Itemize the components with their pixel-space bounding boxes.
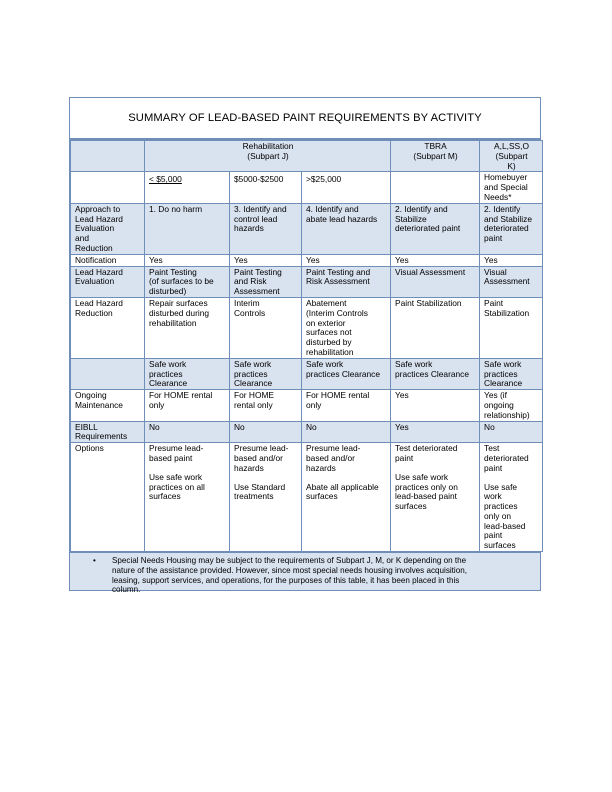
subheader-homebuyer-special-needs [480,172,543,203]
table-cell: Safe work practices Clearance [230,358,302,389]
option-presume: Presume lead- based and/or hazards [306,443,361,473]
table-cell: Yes [230,254,302,266]
footnote-bullet: • [93,556,96,566]
row-label: EIBLL Requirements [71,421,145,443]
table-cell: No [480,421,543,443]
option-standard-treatments: Use Standard treatments [234,481,286,502]
header-rehabilitation [145,141,391,172]
subheader-homebuyer-text: Homebuyer and Special Needs* [484,172,528,202]
row-label: Ongoing Maintenance [71,390,145,421]
table-row [71,421,543,443]
row-label [71,358,145,389]
option-presume: Presume lead- based paint [149,443,204,463]
subheader-under-5000 [145,172,230,203]
table-cell: 2. Identify and Stabilize deteriorated paint [391,203,480,254]
header-row [71,141,543,172]
table-cell: For HOME rental only [145,390,230,421]
table-cell: Paint Testing and Risk Assessment [230,266,302,297]
subheader-5000-25000-text: $5000-$2500 [234,174,284,185]
option-test: Test deteriorated paint [484,443,529,473]
option-safe-work: Use safe work practices on all surfaces [149,471,205,502]
option-safe-work: Use safe work practices only on lead-based paint surfaces [395,471,458,512]
table-cell: Paint Testing and Risk Assessment [302,266,391,297]
table-cell: For HOME rental only [302,390,391,421]
table-cell: Yes [145,254,230,266]
table-cell: Yes [391,421,480,443]
table-cell: Safe work practices Clearance [145,358,230,389]
table-cell [230,443,302,552]
table-cell: Paint Testing (of surfaces to be disturbed) [145,266,230,297]
table-cell: Interim Controls [230,297,302,358]
option-test: Test deteriorated paint [395,443,458,463]
document-title: SUMMARY OF LEAD-BASED PAINT REQUIREMENTS BY ACTIVITY [70,98,540,140]
table-cell [302,443,391,552]
subheader-row [71,172,543,203]
table-cell: Yes [302,254,391,266]
subheader-tbra-cell [391,172,480,203]
subheader-empty-cell [71,172,145,203]
subheader-over-25000 [302,172,391,203]
subheader-over-25000-text: >$25,000 [306,174,342,185]
table-cell [480,443,543,552]
table-cell: 2. Identify and Stabilize deteriorated paint [480,203,543,254]
table-row [71,443,543,552]
table-cell: No [302,421,391,443]
table-cell: Paint Stabilization [480,297,543,358]
table-row [71,254,543,266]
header-empty-cell [71,141,145,172]
table-cell: Abatement (Interim Controls on exterior surfaces not disturbed by rehabilitation [302,297,391,358]
footnote-text: Special Needs Housing may be subject to the requirements of Subpart J, M, or K depending on the nature of the assistance provided. However, since most special needs housing involves acquisition, leasing, support services, and operations, for the purposes of this table, it has been placed in this column. [112,556,467,595]
table-cell: No [145,421,230,443]
row-label: Lead Hazard Evaluation [71,266,145,297]
header-tbra-text: TBRA (Subpart M) [413,141,458,161]
table-cell: No [230,421,302,443]
option-abate: Abate all applicable surfaces [306,481,379,502]
table-row [71,266,543,297]
footnote [70,552,540,595]
table-cell [145,443,230,552]
subheader-5000-25000 [230,172,302,203]
row-label: Options [71,443,145,552]
table-cell: Yes (if ongoing relationship) [480,390,543,421]
table-row [71,358,543,389]
table-cell: Yes [391,254,480,266]
table-cell: Paint Stabilization [391,297,480,358]
subheader-under-5000-text: < $5,000 [149,174,182,185]
table-cell: 1. Do no harm [145,203,230,254]
table-cell: Yes [480,254,543,266]
option-presume: Presume lead- based and/or hazards [234,443,289,473]
table-cell: Safe work practices Clearance [391,358,480,389]
table-cell: 3. Identify and control lead hazards [230,203,302,254]
row-label: Lead Hazard Reduction [71,297,145,358]
header-rehabilitation-text: Rehabilitation (Subpart J) [242,141,294,161]
table-cell: Visual Assessment [391,266,480,297]
table-cell: Safe work practices Clearance [302,358,391,389]
header-alsso-text: A,L,SS,O (Subpart K) [494,141,529,171]
table-cell: Safe work practices Clearance [480,358,543,389]
requirements-table [70,140,543,552]
header-alsso [480,141,543,172]
table-cell [391,443,480,552]
table-cell: For HOME rental only [230,390,302,421]
option-safe-work: Use safe work practices only on lead-based paint surfaces [484,481,526,551]
lead-paint-summary-document [69,97,541,595]
table-cell: Visual Assessment [480,266,543,297]
table-row [71,297,543,358]
table-row [71,203,543,254]
row-label: Notification [71,254,145,266]
row-label: Approach to Lead Hazard Evaluation and Reduction [71,203,145,254]
header-tbra [391,141,480,172]
table-row [71,390,543,421]
table-cell: Yes [391,390,480,421]
table-cell: Repair surfaces disturbed during rehabilitation [145,297,230,358]
table-cell: 4. Identify and abate lead hazards [302,203,391,254]
